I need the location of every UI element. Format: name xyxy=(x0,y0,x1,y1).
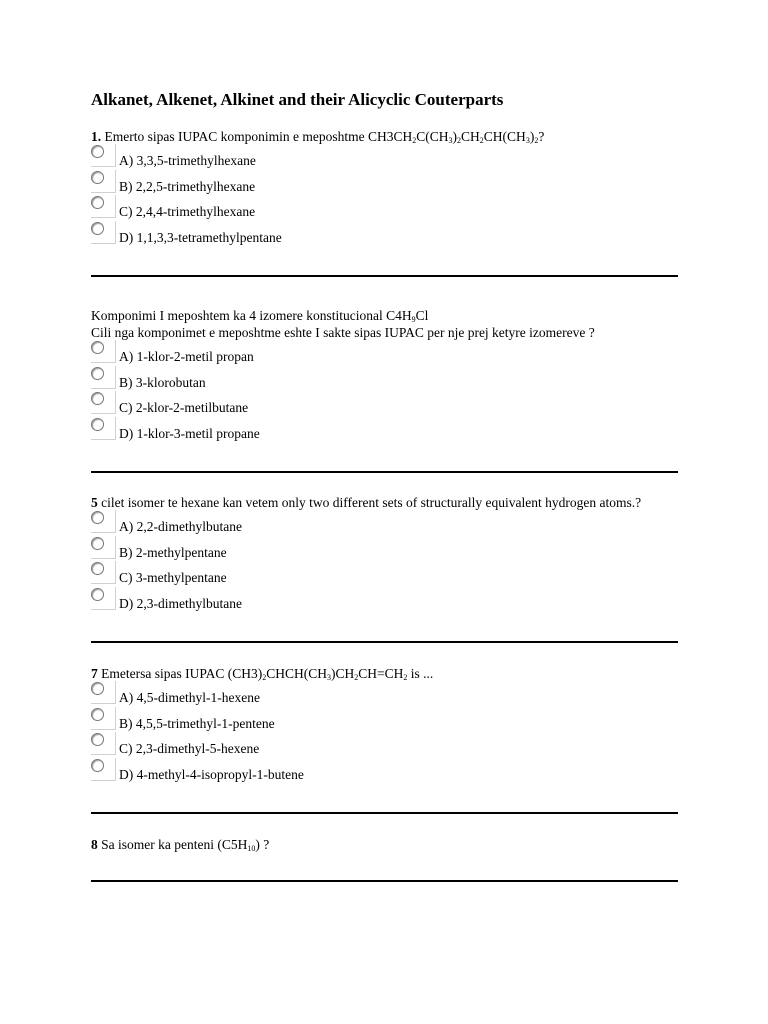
divider xyxy=(91,641,678,643)
option-label: B) 3-klorobutan xyxy=(119,374,206,390)
question-text: 7 Emetersa sipas IUPAC $(CH3)_2CHCH(CH_3)CH_2CH=CH_2$ is ... xyxy=(91,666,434,682)
radio-button[interactable] xyxy=(91,682,104,695)
radio-button[interactable] xyxy=(91,222,104,235)
option-label: D) 1-klor-3-metil propane xyxy=(119,426,260,442)
option-label: B) 2-methylpentane xyxy=(119,544,227,560)
radio-button[interactable] xyxy=(91,418,104,431)
option-item[interactable] xyxy=(91,569,681,595)
question-number: 8 xyxy=(91,837,98,852)
radio-button[interactable] xyxy=(91,511,104,524)
option-item[interactable] xyxy=(91,689,681,715)
question-2 xyxy=(91,307,681,451)
option-item[interactable] xyxy=(91,715,681,741)
question-number: 1. xyxy=(91,129,102,144)
option-item[interactable] xyxy=(91,374,681,400)
option-label: A) 4,5-dimethyl-1-hexene xyxy=(119,690,260,705)
option-item[interactable] xyxy=(91,229,681,255)
option-label: B) 2,2,5-trimethylhexane xyxy=(119,178,256,194)
option-label: A) 1-klor-2-metil propan xyxy=(119,349,254,364)
option-item[interactable] xyxy=(91,595,681,621)
question-5 xyxy=(91,494,681,621)
question-8 xyxy=(91,836,681,853)
option-label: D) 4-methyl-4-isopropyl-1-butene xyxy=(119,767,304,783)
question-7 xyxy=(91,665,681,792)
question-text: 1. Emerto sipas IUPAC komponimin e meposhtme $CH3CH_2C(CH_3)_2CH_2CH(CH_3)_2$? xyxy=(91,129,545,145)
option-item[interactable] xyxy=(91,203,681,229)
option-item[interactable] xyxy=(91,178,681,204)
question-number: 5 xyxy=(91,495,98,510)
option-item[interactable] xyxy=(91,544,681,570)
option-item[interactable] xyxy=(91,348,681,374)
option-label: A) 2,2-dimethylbutane xyxy=(119,519,242,534)
page-title: Alkanet, Alkenet, Alkinet and their Alicyclic Couterparts xyxy=(91,90,504,109)
divider xyxy=(91,471,678,473)
question-1 xyxy=(91,128,681,255)
option-item[interactable] xyxy=(91,152,681,178)
option-item[interactable] xyxy=(91,518,681,544)
question-text-line-2: Cili nga komponimet e meposhtme eshte I sakte sipas IUPAC per nje prej ketyre izomereve ? xyxy=(91,325,595,340)
option-label: C) 3-methylpentane xyxy=(119,570,227,586)
option-item[interactable] xyxy=(91,740,681,766)
question-text: 5 cilet isomer te hexane kan vetem only two different sets of structurally equivalent hydrogen atoms.? xyxy=(91,495,642,510)
question-text: 8 Sa isomer ka penteni $(C5H_{10})$ ? xyxy=(91,837,270,853)
option-label: C) 2-klor-2-metilbutane xyxy=(119,400,249,416)
option-item[interactable] xyxy=(91,766,681,792)
option-item[interactable] xyxy=(91,399,681,425)
radio-button[interactable] xyxy=(91,708,104,721)
option-label: D) 2,3-dimethylbutane xyxy=(119,596,242,612)
option-label: A) 3,3,5-trimethylhexane xyxy=(119,153,256,168)
option-label: C) 2,3-dimethyl-5-hexene xyxy=(119,741,260,757)
radio-button[interactable] xyxy=(91,367,104,380)
divider xyxy=(91,812,678,814)
divider xyxy=(91,275,678,277)
radio-button[interactable] xyxy=(91,171,104,184)
option-label: D) 1,1,3,3-tetramethylpentane xyxy=(119,230,282,246)
radio-button[interactable] xyxy=(91,341,104,354)
option-item[interactable] xyxy=(91,425,681,451)
option-label: B) 4,5,5-trimethyl-1-pentene xyxy=(119,715,275,731)
radio-button[interactable] xyxy=(91,145,104,158)
question-text: Komponimi I meposhtem ka 4 izomere konstitucional $C4H_9Cl$ xyxy=(91,308,429,324)
option-label: C) 2,4,4-trimethylhexane xyxy=(119,204,256,220)
divider xyxy=(91,880,678,882)
radio-button[interactable] xyxy=(91,537,104,550)
question-number: 7 xyxy=(91,666,98,681)
radio-button[interactable] xyxy=(91,759,104,772)
radio-button[interactable] xyxy=(91,588,104,601)
